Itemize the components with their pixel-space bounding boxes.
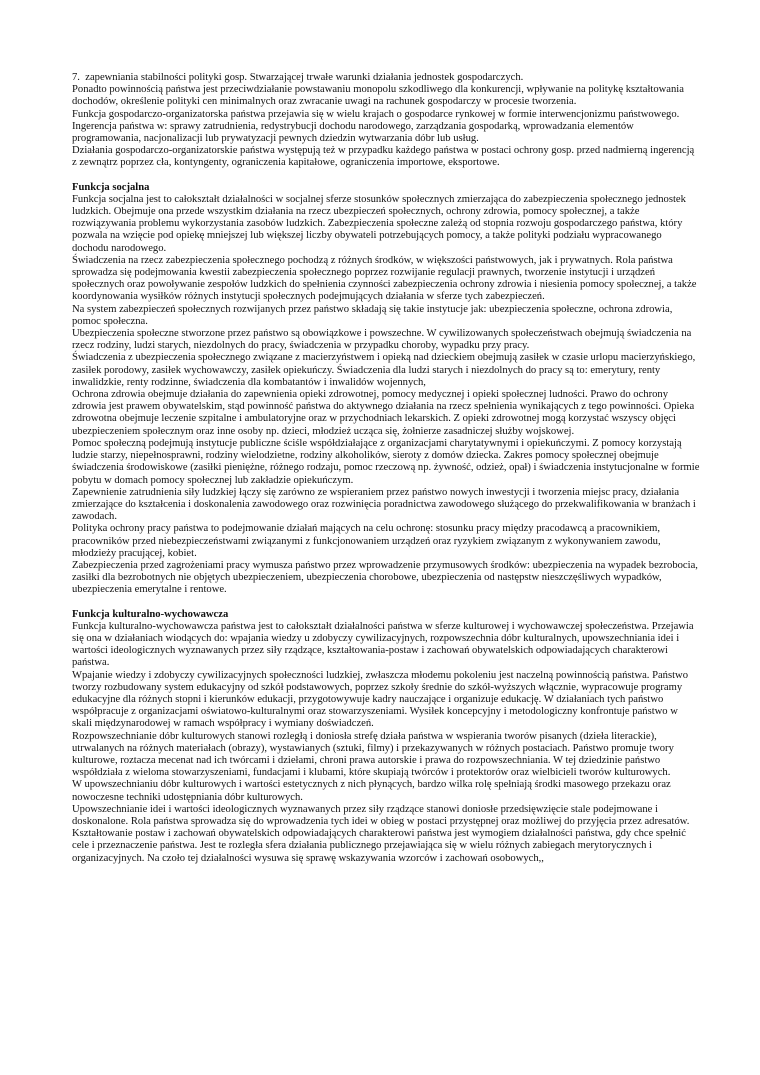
paragraph: Świadczenia na rzecz zabezpieczenia społecznego pochodzą z różnych środków, w większości państwowych, jak i prywatnych. Rola państwa sprowadza się podejmowania kwestii zabezpieczenia społecznego poprzez rozwijanie regulacji prawnych, tworzenie instytucji i urządzeń społecznych oraz powoływanie zespołów ludzkich do spełnienia czynności zabezpieczenia ochrony zdrowia i niesienia pomocy społecznej, a także koordynowania wysiłków różnych instytucji społecznych podejmujących działania w sferze tych zabezpieczeń.: [72, 254, 697, 303]
paragraph: Funkcja socjalna jest to całokształt działalności w socjalnej sferze stosunków społecznych zmierzająca do zabezpieczenia społecznego jednostek ludzkich. Obejmuje ona przede wszystkim działania na rzecz ubezpieczeń społecznych, ochrony zdrowia, pomocy społecznej, a także rozwiązywania problemu wykorzystania zasobów ludzkich. Zabezpieczenia społeczne zależą od stopnia rozwoju gospodarczego państwa, który pozwala na wzięcie pod opiekę mniejszej lub większej liczby obywateli potrzebujących pomocy, a także polityki podziału wypracowanego dochodu narodowego.: [72, 193, 686, 254]
paragraph: Funkcja gospodarczo-organizatorska państwa przejawia się w wielu krajach o gospodarce rynkowej w formie interwencjonizmu państwowego. Ingerencja państwa w: sprawy zatrudnienia, redystrybucji dochodu narodowego, zarządzania gospodarką, wprowadzania elementów programowania, nacjonalizacji lub prywatyzacji pewnych dziedzin wytwarzania dóbr lub usług.: [72, 108, 680, 145]
paragraph: Zabezpieczenia przed zagrożeniami pracy wymusza państwo przez wprowadzenie przymusowych środków: ubezpieczenia na wypadek bezrobocia, zasiłki dla bezrobotnych nie objętych ubezpieczeniem, ubezpieczenia chorobowe, ubezpieczenia od następstw nieszczęśliwych wypadków, ubezpieczenia emerytalne i rentowe.: [72, 559, 698, 596]
paragraph: Działania gospodarczo-organizatorskie państwa występują też w przypadku każdego państwa w postaci ochrony gosp. przed nadmierną ingerencją z zewnątrz poprzez cła, kontyngenty, ograniczenia kapitałowe, ograniczenia importowe, eksportowe.: [72, 145, 695, 169]
spacer: [72, 170, 700, 182]
paragraph: Ubezpieczenia społeczne stworzone przez państwo są obowiązkowe i powszechne. W cywilizowanych społeczeństwach obejmują świadczenia na rzecz rodziny, ludzi starych, niezdolnych do pracy, świadczenia w przypadku choroby, wypadku przy pracy.: [72, 328, 692, 352]
paragraph: W upowszechnianiu dóbr kulturowych i wartości estetycznych z nich płynących, bardzo wilka rolę spełniają środki masowego przekazu oraz nowoczesne techniki udostępniania dóbr kulturowych.: [72, 779, 671, 803]
paragraph: Ochrona zdrowia obejmuje działania do zapewnienia opieki zdrowotnej, pomocy medycznej i opieki społecznej ludności. Prawo do ochrony zdrowia jest prawem obywatelskim, stąd powinność państwa do aktywnego działania na rzecz spełnienia wynikających z tego powinności. Opieka zdrowotna obejmuje leczenie szpitalne i ambulatoryjne oraz w przychodniach lekarskich. Z opieki zdrowotnej mogą korzystać wszyscy objęci ubezpieczeniem społecznym oraz inne osoby np. dzieci, młodzież ucząca się, żołnierze zasadniczej służby wojskowej.: [72, 389, 695, 437]
paragraph: Funkcja kulturalno-wychowawcza państwa jest to całokształt działalności państwa w sferze kulturowej i wychowawczej społeczeństwa. Przejawia się ona w działaniach wiodących do: wpajania wiedzy u zdobyczy cywilizacyjnych, rozpowszechnia dóbr kulturalnych, upowszechniania idei i wartości ideologicznych wyznawanych przez siły rządzące, kształtowania-postaw i zachowań obywatelskich odpowiadających charakterowi państwa.: [72, 620, 694, 669]
section-heading-cultural: Funkcja kulturalno-wychowawcza: [72, 608, 229, 620]
paragraph: Wpajanie wiedzy i zdobyczy cywilizacyjnych społeczności ludzkiej, zwłaszcza młodemu pokoleniu jest naczelną powinnością państwa. Państwo tworzy rozbudowany system edukacyjny od szkół podstawowych, poprzez szkoły średnie do szkół-wyższych włącznie, wypracowuje programy edukacyjne dla różnych stopni i kierunków edukacji, przygotowywuje kadry nauczające i organizuje edukację. W działaniach tych państwo współpracuje z organizacjami oświatowo-kulturalnymi oraz stowarzyszeniami. Wysiłek koncepcyjny i metodologiczny konfrontuje państwo w skali międzynarodowej w ramach współpracy i wymiany doświadczeń.: [72, 669, 688, 730]
paragraph: Kształtowanie postaw i zachowań obywatelskich odpowiadających charakterowi państwa jest wymogiem działalności państwa, gdy chce spełnić cele i przeznaczenie państwa. Jest te rozległa sfera działania publicznego przejawiająca się w wielu różnych zabiegach merytorycznych i organizacyjnych. Na czoło tej działalności wysuwa się sprawę wskazywania wzorców i zachowań osobowych,,: [72, 828, 686, 864]
paragraph: Rozpowszechnianie dóbr kulturowych stanowi rozległą i doniosła strefę działa państwa w wspierania tworów pisanych (dzieła literackie), utrwalanych na różnych materiałach (obrazy), wystawianych (sztuki, filmy) i przekazywanych w różnych postaciach. Państwo promuje twory kulturowe, roztacza mecenat nad ich twórcami i dziełami, chroni prawa autorskie i prawa do rozpowszechniania. W tej dziedzinie państwo współdziała z wieloma stowarzyszeniami, fundacjami i klubami, które skupiają twórców i protektorów oraz wielbicieli tworów kulturowych.: [72, 730, 674, 779]
paragraph: Ponadto powinnością państwa jest przeciwdziałanie powstawaniu monopolu szkodliwego dla konkurencji, wpływanie na politykę kształtowania dochodów, określenie polityki cen minimalnych oraz zwracanie uwagi na rachunek gospodarczy w procesie tworzenia.: [72, 84, 684, 108]
paragraph: Na system zabezpieczeń społecznych rozwijanych przez państwo składają się takie instytucje jak: ubezpieczenia społeczne, ochrona zdrowia, pomoc społeczna.: [72, 303, 673, 327]
paragraph: Zapewnienie zatrudnienia siły ludzkiej łączy się zarówno ze wspieraniem przez państwo nowych inwestycji i tworzenia miejsc pracy, działania zmierzające do kształcenia i doskonalenia zawodowego oraz rozwinięcia poradnictwa zawodowego służącego do przekwalifikowania w branżach i zawodach.: [72, 486, 696, 523]
paragraph: Upowszechnianie idei i wartości ideologicznych wyznawanych przez siły rządzące stanowi doniosłe przedsięwzięcie stale podejmowane i doskonalone. Rola państwa sprowadza się do wprowadzenia tych idei w obieg w postaci przystępnej oraz możliwej do przyjęcia przez adresatów.: [72, 803, 690, 827]
paragraph: Świadczenia z ubezpieczenia społecznego związane z macierzyństwem i opieką nad dzieckiem obejmują zasiłek w czasie urlopu macierzyńskiego, zasiłek porodowy, zasiłek wychowawczy, zasiłek opiekuńczy. Świadczenia dla ludzi starych i niezdolnych do pracy są to: emerytury, renty inwalidzkie, renty rodzinne, świadczenia dla kombatantów i inwalidów wojennych,: [72, 352, 696, 388]
section-heading-social: Funkcja socjalna: [72, 181, 150, 193]
paragraph: Polityka ochrony pracy państwa to podejmowanie działań mających na celu ochronę: stosunku pracy między pracodawcą a pracownikiem, pracowników przed niebezpieczeństwami związanymi z funkcjonowaniem urządzeń oraz ryzykiem związanym z wykonywaniem zawodu, młodzieży pracującej, kobiet.: [72, 523, 661, 559]
list-item-7: 7. zapewniania stabilności polityki gosp. Stwarzającej trwałe warunki działania jednostek gospodarczych.: [72, 72, 524, 83]
paragraph: Pomoc społeczną podejmują instytucje publiczne ściśle współdziałające z organizacjami charytatywnymi i opiekuńczymi. Z pomocy korzystają ludzie starzy, niepełnosprawni, rodziny wielodzietne, rodziny alkoholików, sieroty z domów dziecka. Zakres pomocy społecznej obejmuje świadczenia środowiskowe (zasiłki pieniężne, różnego rodzaju, pomoc rzeczową np. żywność, odzież, opał) i świadczenia instytucjonalne w formie pobytu w domach pomocy społecznej lub zakładzie opiekuńczym.: [72, 437, 700, 486]
spacer: [72, 597, 700, 609]
